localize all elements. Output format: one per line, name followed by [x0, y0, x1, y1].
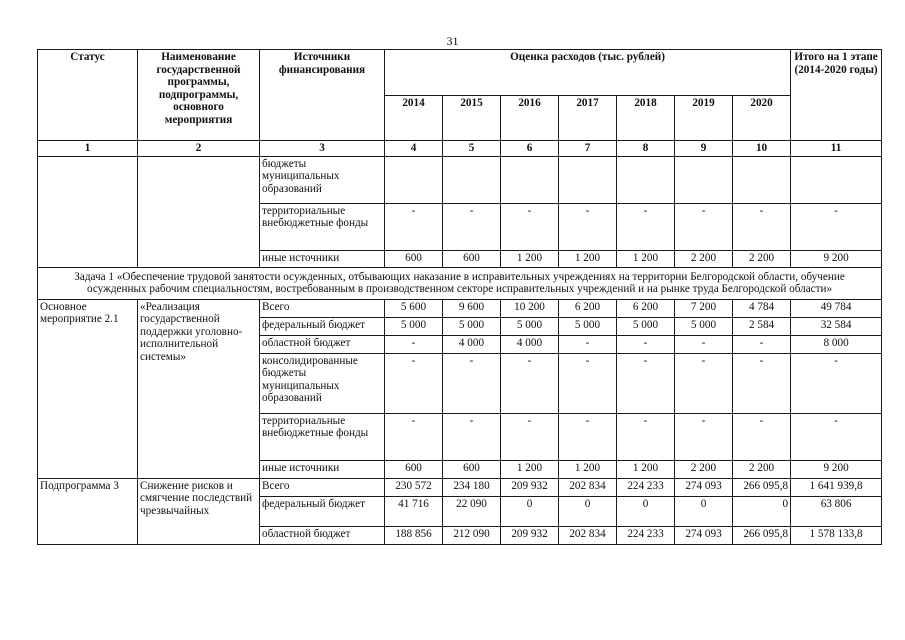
source-cell: федеральный бюджет: [260, 496, 385, 526]
page-number: 31: [446, 34, 459, 48]
header-estimate: Оценка расходов (тыс. рублей): [385, 50, 791, 96]
source-cell: областной бюджет: [260, 335, 385, 353]
value-cell: 274 093: [675, 478, 733, 496]
header-name: Наименование государственной программы, подпрограммы, основного мероприятия: [138, 50, 260, 141]
header-year: 2017: [559, 95, 617, 141]
header-year: 2018: [617, 95, 675, 141]
index-cell: 2: [138, 141, 260, 157]
value-cell: 4 784: [733, 299, 791, 317]
source-cell: областной бюджет: [260, 526, 385, 544]
value-cell: -: [385, 353, 443, 413]
total-cell: -: [791, 203, 882, 250]
value-cell: 1 200: [617, 250, 675, 267]
value-cell: 600: [443, 250, 501, 267]
value-cell: 5 000: [501, 317, 559, 335]
status-cell: [38, 156, 138, 267]
total-cell: 9 200: [791, 460, 882, 478]
value-cell: -: [733, 203, 791, 250]
source-cell: иные источники: [260, 460, 385, 478]
value-cell: 266 095,8: [733, 478, 791, 496]
value-cell: [733, 156, 791, 203]
index-cell: 9: [675, 141, 733, 157]
index-cell: 3: [260, 141, 385, 157]
value-cell: -: [443, 413, 501, 460]
index-cell: 7: [559, 141, 617, 157]
source-cell: иные источники: [260, 250, 385, 267]
value-cell: 188 856: [385, 526, 443, 544]
value-cell: -: [559, 413, 617, 460]
value-cell: 209 932: [501, 526, 559, 544]
value-cell: -: [443, 203, 501, 250]
value-cell: -: [617, 335, 675, 353]
header-year: 2019: [675, 95, 733, 141]
value-cell: 1 200: [559, 250, 617, 267]
value-cell: 202 834: [559, 478, 617, 496]
value-cell: [385, 156, 443, 203]
source-cell: территориальные внебюджетные фонды: [260, 203, 385, 250]
total-cell: 9 200: [791, 250, 882, 267]
value-cell: [675, 156, 733, 203]
index-cell: 1: [38, 141, 138, 157]
total-cell: [791, 156, 882, 203]
name-cell: [138, 156, 260, 267]
value-cell: 5 000: [385, 317, 443, 335]
value-cell: -: [675, 203, 733, 250]
index-cell: 4: [385, 141, 443, 157]
value-cell: 266 095,8: [733, 526, 791, 544]
value-cell: 600: [443, 460, 501, 478]
value-cell: 22 090: [443, 496, 501, 526]
value-cell: 6 200: [617, 299, 675, 317]
value-cell: 7 200: [675, 299, 733, 317]
table-row: [38, 478, 882, 496]
name-cell: Снижение рисков и смягчение последствий чрезвычайных: [138, 478, 260, 544]
header-sources: Источники финансирования: [260, 50, 385, 141]
total-cell: -: [791, 353, 882, 413]
task-text: Задача 1 «Обеспечение трудовой занятости осужденных, отбывающих наказание в исправительных учреждениях на территории Белгородской области, обучение осужденных рабочим специальностям, востребованным в производственном секторе исправительных учреждений и на рынке труда Белгородской области»: [38, 267, 882, 299]
source-cell: Всего: [260, 478, 385, 496]
value-cell: -: [385, 413, 443, 460]
table-row: [38, 156, 882, 203]
header-total: Итого на 1 этапе (2014-2020 годы): [791, 50, 882, 141]
value-cell: -: [617, 413, 675, 460]
value-cell: -: [675, 335, 733, 353]
header-year: 2014: [385, 95, 443, 141]
value-cell: 5 000: [675, 317, 733, 335]
value-cell: 0: [617, 496, 675, 526]
source-cell: территориальные внебюджетные фонды: [260, 413, 385, 460]
source-cell: бюджеты муниципальных образований: [260, 156, 385, 203]
value-cell: 0: [675, 496, 733, 526]
task-row: [38, 267, 882, 299]
value-cell: 2 200: [675, 460, 733, 478]
value-cell: -: [617, 353, 675, 413]
value-cell: 1 200: [617, 460, 675, 478]
header-year: 2015: [443, 95, 501, 141]
value-cell: 209 932: [501, 478, 559, 496]
value-cell: 600: [385, 460, 443, 478]
value-cell: -: [385, 203, 443, 250]
value-cell: 4 000: [501, 335, 559, 353]
index-cell: 5: [443, 141, 501, 157]
value-cell: -: [559, 353, 617, 413]
value-cell: -: [617, 203, 675, 250]
value-cell: -: [733, 413, 791, 460]
status-cell: Подпрограмма 3: [38, 478, 138, 544]
value-cell: 224 233: [617, 526, 675, 544]
total-cell: 1 641 939,8: [791, 478, 882, 496]
value-cell: [501, 156, 559, 203]
index-row: [38, 141, 882, 157]
total-cell: 49 784: [791, 299, 882, 317]
value-cell: 0: [501, 496, 559, 526]
header-year: 2020: [733, 95, 791, 141]
header-row: [38, 50, 882, 96]
value-cell: 230 572: [385, 478, 443, 496]
value-cell: 224 233: [617, 478, 675, 496]
value-cell: -: [733, 353, 791, 413]
value-cell: 9 600: [443, 299, 501, 317]
total-cell: 63 806: [791, 496, 882, 526]
total-cell: 8 000: [791, 335, 882, 353]
value-cell: [617, 156, 675, 203]
value-cell: -: [559, 335, 617, 353]
value-cell: -: [675, 353, 733, 413]
value-cell: 274 093: [675, 526, 733, 544]
value-cell: [559, 156, 617, 203]
value-cell: [443, 156, 501, 203]
value-cell: 1 200: [501, 250, 559, 267]
header-year: 2016: [501, 95, 559, 141]
value-cell: 41 716: [385, 496, 443, 526]
budget-table: [37, 49, 882, 545]
header-status: Статус: [38, 50, 138, 141]
total-cell: 1 578 133,8: [791, 526, 882, 544]
value-cell: 6 200: [559, 299, 617, 317]
value-cell: 212 090: [443, 526, 501, 544]
source-cell: консолидированные бюджеты муниципальных образований: [260, 353, 385, 413]
value-cell: 5 000: [559, 317, 617, 335]
value-cell: 1 200: [501, 460, 559, 478]
value-cell: 0: [559, 496, 617, 526]
index-cell: 11: [791, 141, 882, 157]
value-cell: 2 200: [733, 460, 791, 478]
total-cell: 32 584: [791, 317, 882, 335]
index-cell: 8: [617, 141, 675, 157]
value-cell: 5 600: [385, 299, 443, 317]
value-cell: -: [501, 413, 559, 460]
value-cell: -: [559, 203, 617, 250]
value-cell: 4 000: [443, 335, 501, 353]
value-cell: -: [443, 353, 501, 413]
value-cell: 10 200: [501, 299, 559, 317]
status-cell: Основное мероприятие 2.1: [38, 299, 138, 478]
index-cell: 6: [501, 141, 559, 157]
total-cell: -: [791, 413, 882, 460]
value-cell: 202 834: [559, 526, 617, 544]
index-cell: 10: [733, 141, 791, 157]
value-cell: 1 200: [559, 460, 617, 478]
value-cell: -: [501, 353, 559, 413]
source-cell: федеральный бюджет: [260, 317, 385, 335]
value-cell: 2 584: [733, 317, 791, 335]
value-cell: -: [501, 203, 559, 250]
table-row: [38, 299, 882, 317]
value-cell: 5 000: [443, 317, 501, 335]
value-cell: 600: [385, 250, 443, 267]
name-cell: «Реализация государственной поддержки уголовно-исполнительной системы»: [138, 299, 260, 478]
value-cell: 234 180: [443, 478, 501, 496]
value-cell: 2 200: [675, 250, 733, 267]
value-cell: 0: [733, 496, 791, 526]
value-cell: -: [675, 413, 733, 460]
source-cell: Всего: [260, 299, 385, 317]
value-cell: -: [385, 335, 443, 353]
value-cell: -: [733, 335, 791, 353]
value-cell: 2 200: [733, 250, 791, 267]
value-cell: 5 000: [617, 317, 675, 335]
